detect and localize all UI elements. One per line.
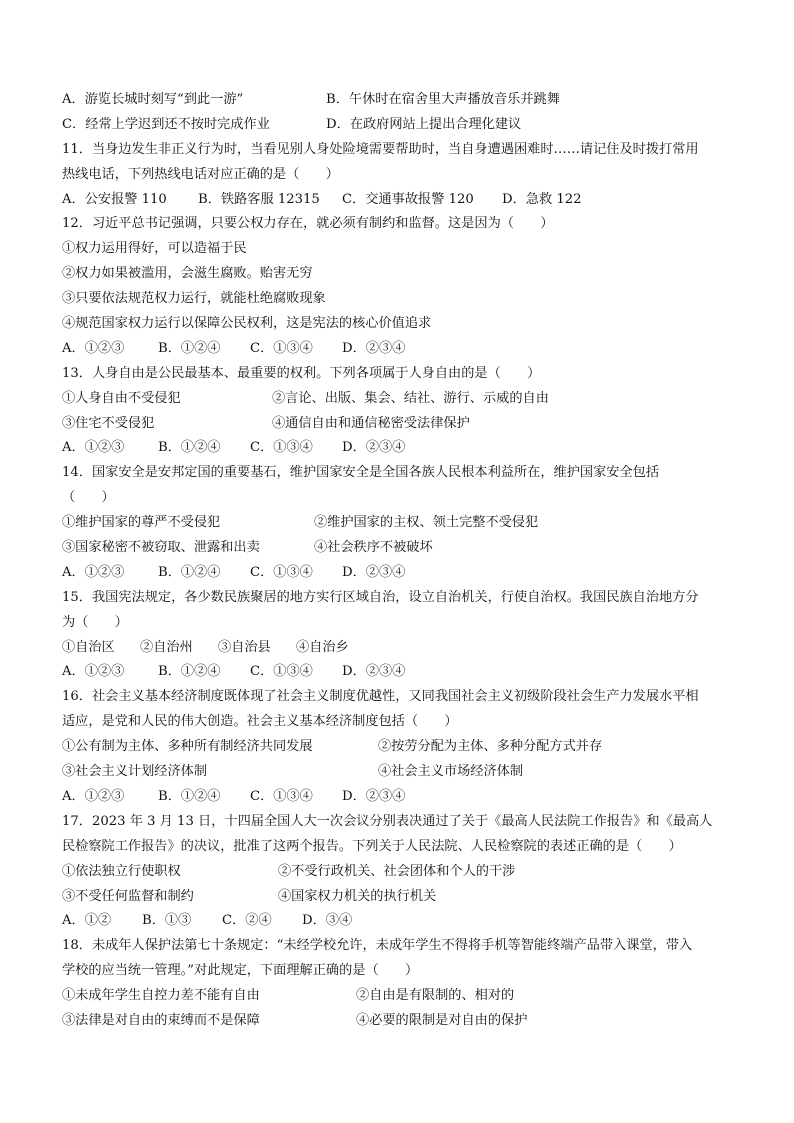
- q17-item-3: ③不受任何监督和制约: [62, 888, 194, 904]
- q17-stem-line-1: 17．2023 年 3 月 13 日，十四届全国人大一次会议分别表决通过了关于《最高人民法院工作报告》和《最高人: [62, 813, 713, 829]
- q10-option-d: D．在政府网站上提出合理化建议: [326, 116, 522, 132]
- exam-page: [62, 88, 734, 1034]
- q11-stem-line-2: 热线电话，下列热线电话对应正确的是（ ）: [62, 166, 339, 182]
- q10-option-a: A．游览长城时刻写“到此一游”: [62, 92, 244, 107]
- q14-option-c: C．①③④: [250, 564, 313, 580]
- q12-item-3: ③只要依法规范权力运行，就能杜绝腐败现象: [62, 291, 326, 307]
- q13-items-row-1: [62, 387, 734, 412]
- q14-item-4: ④社会秩序不被破坏: [314, 540, 433, 556]
- q17-items-row-2: [62, 885, 734, 910]
- q17-item-4: ④国家权力机关的执行机关: [278, 888, 437, 904]
- q13-item-3: ③住宅不受侵犯: [62, 415, 155, 431]
- q15-items: [62, 636, 734, 661]
- q16-item-3: ③社会主义计划经济体制: [62, 764, 208, 780]
- q12-option-a: A．①②③: [62, 340, 125, 356]
- q16-item-1: ①公有制为主体、多种所有制经济共同发展: [62, 739, 313, 755]
- q14-items-row-1: [62, 511, 734, 536]
- q13-option-d: D．②③④: [342, 440, 406, 456]
- q11-stem-line-1: 11．当身边发生非正义行为时，当看见别人身处险境需要帮助时，当自身遭遇困难时……请记住及时拨打常用: [62, 141, 699, 157]
- q15-options: [62, 660, 734, 685]
- q16-stem-line-2: 适应，是党和人民的伟大创造。社会主义基本经济制度包括（ ）: [62, 714, 458, 730]
- q13-options: [62, 436, 734, 461]
- q18-item-2: ②自由是有限制的、相对的: [356, 988, 515, 1004]
- q14-option-a: A．①②③: [62, 564, 125, 580]
- q12-option-d: D．②③④: [342, 340, 406, 356]
- q15-stem-line-2: 为（ ）: [62, 614, 128, 630]
- q13-option-c: C．①③④: [250, 440, 313, 456]
- q13-item-2: ②言论、出版、集会、结社、游行、示威的自由: [272, 390, 549, 406]
- q18-items-row-2: [62, 1009, 734, 1034]
- q14-option-d: D．②③④: [342, 564, 406, 580]
- q18-stem-line-2: 学校的应当统一管理。”对此规定，下面理解正确的是（ ）: [62, 963, 419, 979]
- q16-options: [62, 785, 734, 810]
- q17-stem-line-2: 民检察院工作报告》的决议，批准了这两个报告。下列关于人民法院、人民检察院的表述正确的是（ ）: [62, 838, 682, 854]
- q16-option-d: D．②③④: [342, 788, 406, 804]
- q12-item-2: ②权力如果被滥用，会滋生腐败。贻害无穷: [62, 266, 313, 282]
- q16-item-4: ④社会主义市场经济体制: [378, 764, 524, 780]
- q12-option-c: C．①③④: [250, 340, 313, 356]
- q17-option-c: C．②④: [222, 913, 272, 929]
- q17-item-1: ①依法独立行使职权: [62, 863, 181, 879]
- q14-items-row-2: [62, 536, 734, 561]
- q18-item-3: ③法律是对自由的束缚而不是保障: [62, 1012, 260, 1028]
- q17-option-a: A．①②: [62, 913, 112, 929]
- q14-stem-line-1: 14．国家安全是安邦定国的重要基石，维护国家安全是全国各族人民根本利益所在，维护国家安全包括: [62, 465, 660, 481]
- q13-stem: 13．人身自由是公民最基本、最重要的权利。下列各项属于人身自由的是（ ）: [62, 365, 541, 381]
- q16-stem-line-1: 16．社会主义基本经济制度既体现了社会主义制度优越性，又同我国社会主义初级阶段社会生产力发展水平相: [62, 689, 699, 705]
- q15-option-a: A．①②③: [62, 664, 125, 680]
- q13-option-b: B．①②④: [158, 440, 221, 456]
- q16-items-row-1: [62, 735, 734, 760]
- q13-item-4: ④通信自由和通信秘密受法律保护: [272, 415, 470, 431]
- q10-options-row-1: [62, 88, 734, 113]
- q14-item-1: ①维护国家的尊严不受侵犯: [62, 515, 221, 531]
- q14-options: [62, 561, 734, 586]
- q15-item-3: ③自治县: [218, 639, 271, 655]
- q13-option-a: A．①②③: [62, 440, 125, 456]
- q17-items-row-1: [62, 860, 734, 885]
- q15-item-2: ②自治州: [140, 639, 193, 655]
- q12-item-4: ④规范国家权力运行以保障公民权利，这是宪法的核心价值追求: [62, 316, 432, 332]
- q15-item-4: ④自治乡: [296, 639, 349, 655]
- q18-item-4: ④必要的限制是对自由的保护: [356, 1012, 528, 1028]
- q13-items-row-2: [62, 412, 734, 437]
- q16-option-a: A．①②③: [62, 788, 125, 804]
- q11-option-b: B．铁路客服 12315: [198, 191, 320, 207]
- q17-options: [62, 909, 734, 934]
- q15-option-d: D．②③④: [342, 664, 406, 680]
- q14-item-3: ③国家秘密不被窃取、泄露和出卖: [62, 540, 260, 556]
- q14-option-b: B．①②④: [158, 564, 221, 580]
- q14-item-2: ②维护国家的主权、领土完整不受侵犯: [314, 515, 539, 531]
- q11-option-c: C．交通事故报警 120: [342, 191, 474, 207]
- q10-option-b: B．午休时在宿舍里大声播放音乐并跳舞: [326, 92, 560, 107]
- q16-items-row-2: [62, 760, 734, 785]
- q11-option-a: A．公安报警 110: [62, 191, 167, 207]
- q17-item-2: ②不受行政机关、社会团体和个人的干涉: [278, 863, 516, 879]
- q18-stem-line-1: 18．未成年人保护法第七十条规定：“未经学校允许，未成年学生不得将手机等智能终端产品带入课堂，带入: [62, 938, 693, 954]
- q15-item-1: ①自治区: [62, 639, 115, 655]
- q14-stem-line-2: （ ）: [62, 490, 115, 506]
- q11-options: [62, 188, 734, 213]
- q17-option-b: B．①③: [142, 913, 192, 929]
- q12-stem: 12．习近平总书记强调，只要公权力存在，就必须有制约和监督。这是因为（ ）: [62, 216, 554, 232]
- q16-option-b: B．①②④: [158, 788, 221, 804]
- q12-option-b: B．①②④: [158, 340, 221, 356]
- q18-items-row-1: [62, 984, 734, 1009]
- q12-options: [62, 337, 734, 362]
- q10-options-row-2: [62, 113, 734, 138]
- q18-item-1: ①未成年学生自控力差不能有自由: [62, 988, 260, 1004]
- q13-item-1: ①人身自由不受侵犯: [62, 390, 181, 406]
- q10-option-c: C．经常上学迟到还不按时完成作业: [62, 116, 270, 132]
- q16-option-c: C．①③④: [250, 788, 313, 804]
- q16-item-2: ②按劳分配为主体、多种分配方式并存: [378, 739, 603, 755]
- q15-stem-line-1: 15．我国宪法规定，各少数民族聚居的地方实行区域自治，设立自治机关，行使自治权。我国民族自治地方分: [62, 589, 699, 605]
- q15-option-c: C．①③④: [250, 664, 313, 680]
- q12-item-1: ①权力运用得好，可以造福于民: [62, 241, 247, 257]
- q17-option-d: D．③④: [302, 913, 353, 929]
- q11-option-d: D．急救 122: [502, 191, 582, 207]
- q15-option-b: B．①②④: [158, 664, 221, 680]
